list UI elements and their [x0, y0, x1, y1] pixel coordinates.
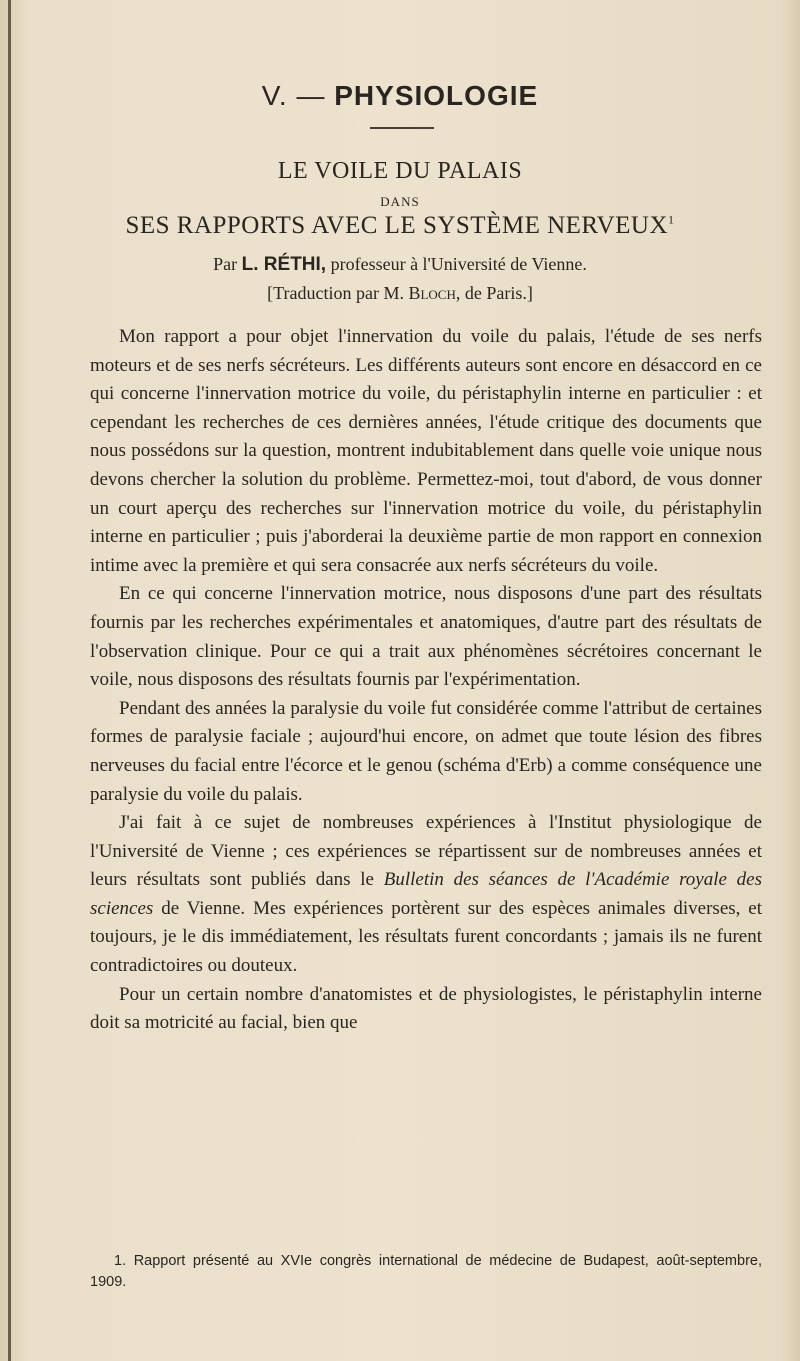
paragraph-3: Pendant des années la paralysie du voile fut considérée comme l'attribut de certaines formes de paralysie faciale ; aujourd'hui encore, on admet que toute lésion des fibres nerveuses du facial entre l'écorce et le genou (schéma d'Erb) a comme conséquence une paralysie du voile du palais.	[90, 697, 762, 805]
article-connector: DANS	[380, 194, 420, 209]
article-title: LE VOILE DU PALAIS	[277, 158, 523, 184]
article-subtitle	[0, 212, 800, 240]
translation-prefix: [Traduction par M.	[267, 283, 404, 303]
paragraph-2: En ce qui concerne l'innervation motrice, nous disposons d'une part des résultats fournis par les recherches expérimentales et anatomiques, d'autre part des résultats de l'observation clinique. Pour ce qui a trait aux phénomènes sécrétoires concernant le voile, nous disposons des résultats fournis par l'expérimentation.	[90, 583, 762, 691]
paragraph-1: Mon rapport a pour objet l'innervation du voile du palais, l'étude de ses nerfs moteurs et de ses nerfs sécréteurs. Les différents auteurs sont encore en désaccord en ce qui concerne l'innervation motrice du voile, du péristaphylin interne en particulier : et cependant les recherches de ces dernières années, l'étude critique des documents que nous possédons sur la question, montrent indubitablement dans quelle voie unique nous devons chercher la solution du problème. Permettez-moi, tout d'abord, de vous donner un court aperçu des recherches sur l'innervation motrice du voile, du péristaphylin interne en particulier ; puis j'aborderai la deuxième partie de mon rapport en connexion intime avec la première et qui sera consacrée aux nerfs sécréteurs du voile.	[90, 326, 762, 576]
section-name: PHYSIOLOGIE	[334, 80, 539, 111]
author-prefix: Par	[213, 254, 238, 274]
translation-suffix: de Paris.]	[464, 283, 533, 303]
paragraph-5: Pour un certain nombre d'anatomistes et de physiologistes, le péristaphylin interne doit sa motricité au facial, bien que	[90, 983, 762, 1034]
paragraph-4-start: J'ai fait à ce sujet de nombreuses expériences à l'Institut physiologique de l'Université de Vienne ; ces expériences se répartissent sur de nombreuses années et leurs résultats sont publiés dans le	[90, 812, 762, 891]
article-subtitle-text: SES RAPPORTS AVEC LE SYSTÈME NERVEUX	[125, 212, 669, 239]
section-number: V. —	[261, 80, 326, 111]
author-name: L. RÉTHI,	[241, 254, 327, 275]
paragraph-4	[90, 809, 762, 981]
bulletin-citation: Bulletin des séances de l'Académie royale des sciences	[90, 869, 762, 919]
footnotes	[90, 1251, 762, 1293]
title-divider	[370, 127, 434, 129]
article-body	[90, 323, 762, 1038]
footnote-marker: 1	[668, 212, 675, 227]
translation-credit	[0, 283, 800, 304]
footnote-1: 1. Rapport présenté au XVIe congrès international de médecine de Budapest, août-septembre, 1909.	[90, 1253, 762, 1290]
section-heading	[0, 80, 800, 112]
translator-name: Bloch,	[408, 283, 461, 303]
paragraph-4-end: de Vienne. Mes expériences portèrent sur des espèces animales diverses, et toujours, je le dis immédiatement, les résultats furent concordants ; jamais ils ne furent contradictoires ou douteux.	[90, 897, 763, 977]
author-line	[0, 254, 800, 276]
author-role: professeur à l'Université de Vienne.	[330, 254, 587, 274]
